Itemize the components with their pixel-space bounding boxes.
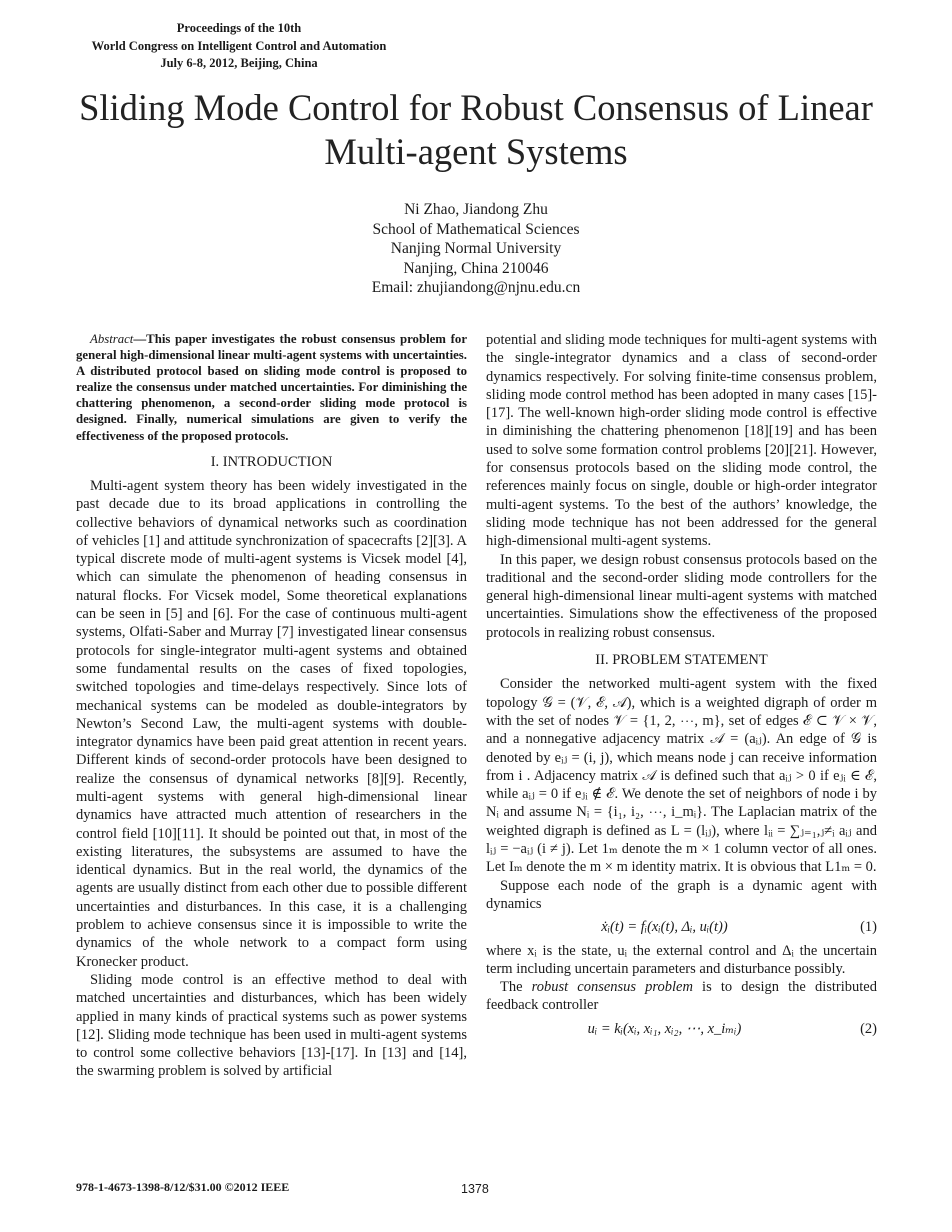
- problem-p4-end: is to design the distributed feedback controller: [486, 979, 877, 1014]
- right-column: [486, 331, 877, 1043]
- problem-p4-start: The: [500, 979, 532, 996]
- date-place-line: July 6-8, 2012, Beijing, China: [160, 56, 318, 70]
- abstract-text: —This paper investigates the robust consensus problem for general high-dimensional linear multi-agent systems with uncertainties. A distributed protocol based on sliding mode control is proposed to realize the consensus under matched uncertainties. For diminishing the chattering phenomenon, a second-order sliding mode protocol is designed. Finally, numerical simulations are given to verify the effectiveness of the proposed protocols.: [76, 332, 467, 443]
- abstract-label: Abstract: [90, 332, 134, 346]
- robust-consensus-term: robust consensus problem: [531, 979, 693, 996]
- author-email: Email: zhujiandong@njnu.edu.cn: [371, 279, 581, 296]
- problem-paragraph-1: Consider the networked multi-agent system with the fixed topology 𝒢 = (𝒱, ℰ, 𝒜), which is a weighted digraph of order m with the set of nodes 𝒱 = {1, 2, ⋯, m}, set of edges ℰ ⊂ 𝒱 × 𝒱, and a nonnegative adjacency matrix 𝒜 = (aᵢⱼ). An edge of 𝒢 is denoted by eᵢⱼ = (i, j), which means node j can receive information from i . Adjacency matrix 𝒜 is defined such that aᵢⱼ > 0 if eⱼᵢ ∈ ℰ, while aᵢⱼ = 0 if eⱼᵢ ∉ ℰ. We denote the set of neighbors of node i by Nᵢ and assume Nᵢ = {i₁, i₂, ⋯, i_mᵢ}. The Laplacian matrix of the weighted digraph is defined as L = (lᵢⱼ), where lᵢᵢ = ∑ⱼ₌₁,ⱼ≠ᵢ aᵢⱼ and lᵢⱼ = −aᵢⱼ (i ≠ j). Let 1ₘ denote the m × 1 column vector of all ones. Let Iₘ denote the m × m identity matrix. It is obvious that L1ₘ = 0.: [486, 676, 877, 876]
- proceedings-header: [60, 20, 418, 73]
- page-number: 1378: [461, 1182, 489, 1196]
- author-names: Ni Zhao, Jiandong Zhu: [404, 201, 548, 218]
- intro-paragraph-2: Sliding mode control is an effective method to deal with matched uncertainties and disturbances, which has been widely applied in many kinds of practical systems such as power systems [12]. Sliding mode technique has been used in multi-agent systems to control some collective behaviors [13]-[17]. In [13] and [14], the swarming problem is solved by artificial: [76, 971, 467, 1080]
- section-2-heading: II. PROBLEM STATEMENT: [595, 652, 768, 669]
- equation-1: [486, 918, 877, 936]
- congress-line: World Congress on Intelligent Control and Automation: [91, 38, 387, 53]
- problem-paragraph-4: [486, 978, 877, 1015]
- left-column: [76, 331, 467, 1081]
- problem-paragraph-3: where xᵢ is the state, uᵢ the external control and Δᵢ the uncertain term including uncertain parameters and disturbance possibly.: [486, 942, 877, 977]
- equation-2-expression: uᵢ = kᵢ(xᵢ, xᵢ₁, xᵢ₂, ⋯, x_iₘᵢ): [587, 1020, 742, 1037]
- abstract: [76, 331, 467, 444]
- proceedings-line: Proceedings of the 10th: [176, 21, 302, 35]
- intro-paragraph-1: Multi-agent system theory has been widely investigated in the past decade due to its broad applications in controlling the collective behaviors of dynamical networks such as coordination of vehicles [1] and attitude synchronization of spacecrafts [2][3]. A typical discrete mode of multi-agent systems is Vicsek model [4], which can simulate the phenomenon of heading consensus in natural flocks. For Vicsek model, Some theoretical explanations can be seen in [5] and [6]. For the case of continuous multi-agent systems, Olfati-Saber and Murray [7] investigated linear consensus protocols for single-integrator multi-agent systems and obtained some fundamental results on the cases of fixed topologies, switched topologies and time-delays respectively. Since lots of mechanical systems can be modeled as double-integrators by Newton’s Second Law, the multi-agent systems with double-integrator dynamics have been paid great attention in recent years. Different kinds of second-order protocols have been designed to realize the consensus of dynamical networks [8][9]. Recently, multi-agent systems with general high-dimensional linear dynamics have attracted much attention of researchers in the control field [10][11]. It should be pointed out that, in most of the existing literatures, the subsystems are assumed to have the identical dynamics. But in the real world, the dynamics of the agents are usually distinct from each other due to possible different uncertainties and disturbances. In this case, it is a challenging problem to achieve consensus since it is impossible to write the dynamics of the whole network to a compact form using Kronecker product.: [76, 477, 467, 970]
- author-block: [240, 200, 712, 298]
- paper-title: Sliding Mode Control for Robust Consensus of Linear Multi-agent Systems: [79, 87, 873, 172]
- author-city: Nanjing, China 210046: [403, 259, 549, 277]
- problem-paragraph-2: Suppose each node of the graph is a dynamic agent with dynamics: [486, 877, 877, 912]
- section-1-heading: I. INTRODUCTION: [210, 453, 333, 470]
- intro-paragraph-4: In this paper, we design robust consensus protocols based on the traditional and the second-order sliding mode controllers for the general high-dimensional linear multi-agent systems with matched uncertainties. Simulations show the effectiveness of the proposed protocols in realizing robust consensus.: [486, 551, 877, 641]
- equation-1-expression: ẋᵢ(t) = fᵢ(xᵢ(t), Δᵢ, uᵢ(t)): [601, 919, 728, 936]
- equation-2-number: (2): [860, 1020, 877, 1037]
- isbn-copyright: 978-1-4673-1398-8/12/$31.00 ©2012 IEEE: [76, 1180, 290, 1194]
- equation-1-number: (1): [860, 919, 877, 936]
- intro-paragraph-3: potential and sliding mode techniques for multi-agent systems with the single-integrator dynamics and a class of second-order dynamics respectively. For solving finite-time consensus problem, sliding mode control method has been adopted in many cases [15]-[17]. The well-known high-order sliding mode control is effective in diminishing the chattering phenomenon [18][19] and has been used to solve some formation control problems [20][21]. However, for consensus protocols based on the sliding mode control, the references mainly focus on single, double or high-order integrator multi-agent systems. To the best of the authors’ knowledge, the sliding mode technique has not been addressed for the general high-dimensional multi-agent systems.: [486, 332, 877, 550]
- equation-2: [486, 1020, 877, 1038]
- author-school: School of Mathematical Sciences: [372, 220, 580, 238]
- author-university: Nanjing Normal University: [390, 240, 562, 257]
